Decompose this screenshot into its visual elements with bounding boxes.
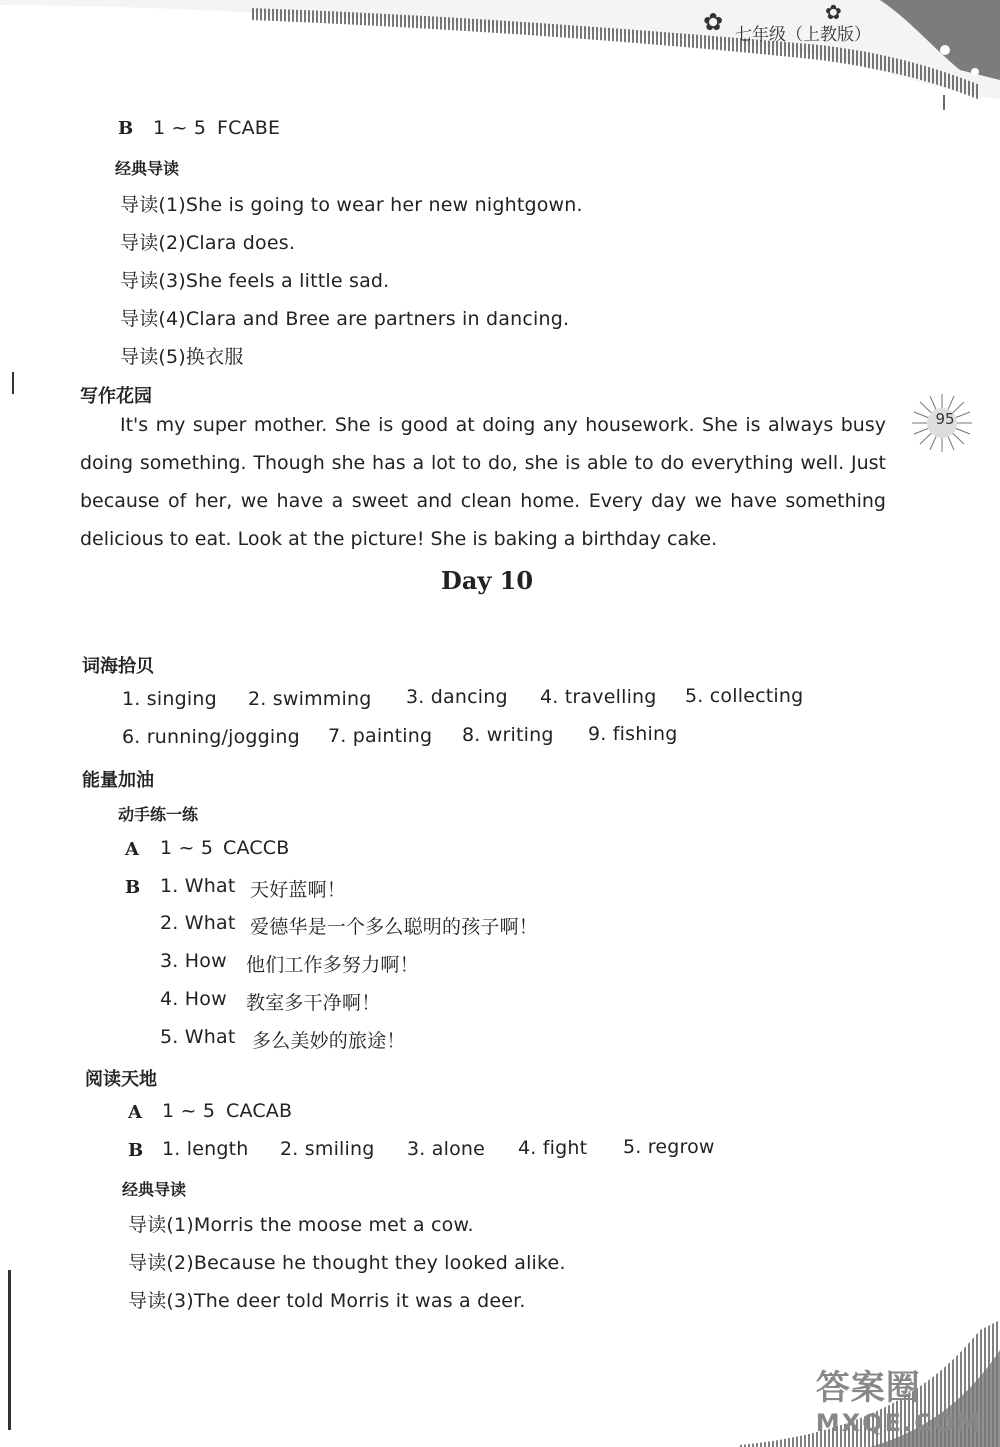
vocab-item: 7. painting [328, 725, 433, 747]
margin-mark [12, 372, 14, 394]
exclamation-translation: 他们工作多努力啊！ [246, 954, 419, 976]
part-letter: B [128, 1140, 144, 1161]
section-title: 词海拾贝 [82, 656, 154, 677]
part-letter: B [118, 118, 134, 139]
fill-answer: 1. length [162, 1138, 249, 1160]
reading-answer: 导读(1)She is going to wear her new nightgown. [120, 194, 583, 216]
part-letter: B [125, 877, 141, 898]
exclamation-word: 5. What [160, 1026, 236, 1048]
day-title: Day 10 [441, 566, 534, 595]
exclamation-translation: 多么美妙的旅途！ [252, 1030, 406, 1052]
section-subtitle: 经典导读 [122, 1180, 187, 1199]
fill-answer: 5. regrow [623, 1136, 715, 1158]
paragraph-line: delicious to eat. Look at the picture! She is baking a birthday cake. [80, 528, 718, 550]
exclamation-word: 2. What [160, 912, 236, 934]
watermark-sub: MXQE.COM [815, 1409, 982, 1437]
watermark-main: 答案圈 [815, 1368, 921, 1408]
writing-paragraph [80, 406, 886, 558]
paragraph-line: doing something. Though she has a lot to do, she is able to do everything well. Just [80, 452, 886, 474]
watermark [816, 1360, 982, 1437]
vocab-item: 9. fishing [588, 723, 678, 745]
part-letter: A [128, 1102, 142, 1123]
section-subtitle: 经典导读 [115, 159, 180, 178]
reading-answer: 导读(3)She feels a little sad. [120, 270, 390, 292]
reading-answer: 导读(2)Clara does. [120, 232, 296, 254]
vocab-item: 8. writing [462, 724, 554, 746]
vocab-item: 3. dancing [406, 686, 508, 708]
exclamation-translation: 爱德华是一个多么聪明的孩子啊！ [250, 916, 539, 938]
section-title: 阅读天地 [85, 1069, 157, 1090]
page-number: 95 [935, 410, 955, 428]
fill-answer: 2. smiling [280, 1138, 375, 1160]
section-title: 写作花园 [80, 386, 152, 407]
vocab-item: 2. swimming [248, 688, 372, 710]
vocab-item: 6. running/jogging [122, 726, 300, 748]
answer-range: 1 ~ 5 [160, 837, 214, 859]
exclamation-translation: 教室多干净啊！ [246, 992, 381, 1014]
part-letter: A [125, 839, 139, 860]
answer-key: FCABE [217, 117, 281, 139]
reading-answer: 导读(1)Morris the moose met a cow. [128, 1214, 474, 1236]
reading-answer: 导读(4)Clara and Bree are partners in dancing. [120, 308, 570, 330]
header-decoration [0, 0, 1000, 110]
flower-icon: ✿ [825, 0, 842, 24]
margin-mark [8, 1270, 11, 1430]
reading-answer: 导读(5)换衣服 [120, 346, 244, 368]
answer-key: CACCB [223, 837, 290, 859]
answer-range: 1 ~ 5 [153, 117, 207, 139]
exclamation-word: 3. How [160, 950, 227, 972]
grade-label: 七年级（上教版） [735, 25, 871, 45]
section-subtitle: 动手练一练 [118, 805, 199, 824]
section-title: 能量加油 [82, 770, 154, 791]
paragraph-line: It's my super mother. She is good at doing any housework. She is always busy [120, 414, 886, 436]
reading-answer: 导读(2)Because he thought they looked alike. [128, 1252, 566, 1274]
exclamation-word: 4. How [160, 988, 227, 1010]
header-stripe-graphic [0, 0, 1000, 110]
fill-answer: 3. alone [407, 1138, 486, 1160]
paragraph-line: because of her, we have a sweet and clean home. Every day we have something [80, 490, 886, 512]
exclamation-word: 1. What [160, 875, 236, 897]
vocab-item: 4. travelling [540, 686, 657, 708]
answer-key: CACAB [226, 1100, 293, 1122]
vocab-item: 1. singing [122, 688, 217, 710]
exclamation-translation: 天好蓝啊！ [250, 879, 347, 901]
flower-icon: ✿ [703, 8, 724, 36]
answer-range: 1 ~ 5 [162, 1100, 216, 1122]
vocab-item: 5. collecting [685, 685, 804, 707]
fill-answer: 4. fight [518, 1137, 588, 1159]
reading-answer: 导读(3)The deer told Morris it was a deer. [128, 1290, 526, 1312]
